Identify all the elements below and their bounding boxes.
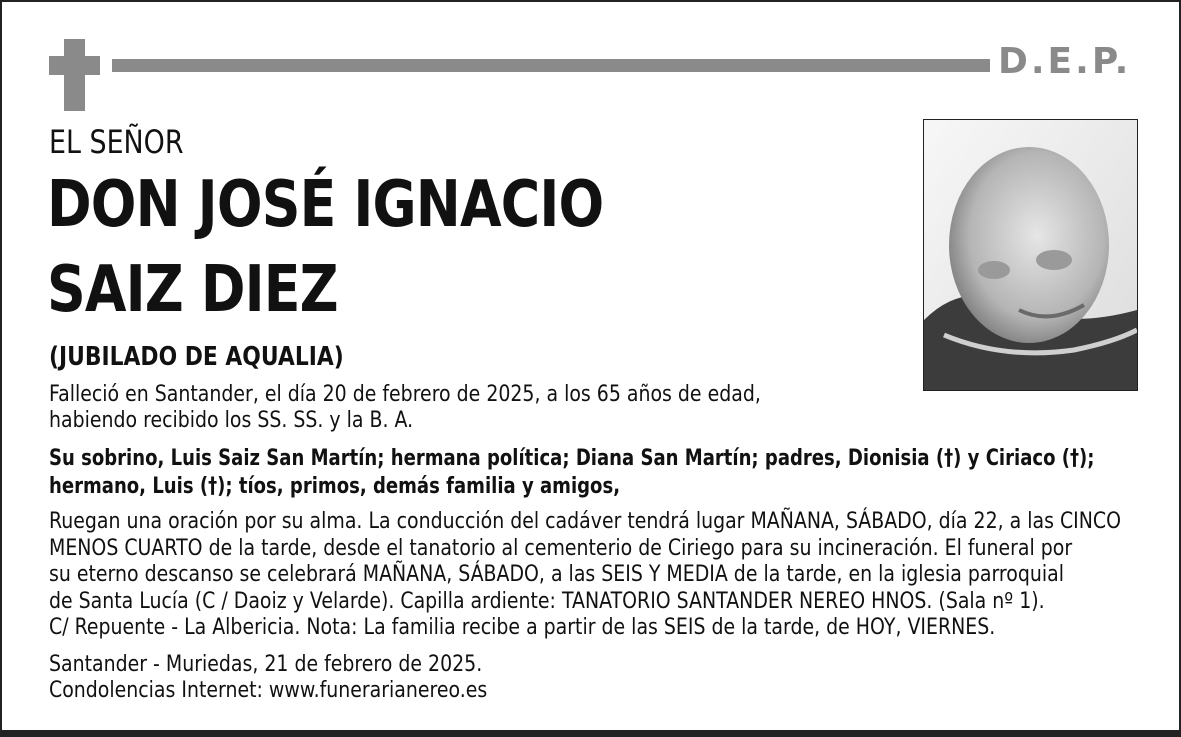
family-line: Su sobrino, Luis Saiz San Martín; hermana política; Diana San Martín; padres, Dionisia (†) y Ciriaco (†); [49,446,1095,471]
service-line: C/ Repuente - La Albericia. Nota: La familia recibe a partir de las SEIS de la tarde, de HOY, VIERNES. [49,615,996,640]
place-date: Santander - Muriedas, 21 de febrero de 2025. [49,652,483,677]
service-line: de Santa Lucía (C / Daoiz y Velarde). Capilla ardiente: TANATORIO SANTANDER NEREO HNOS. (Sala nº 1). [49,589,1045,614]
portrait-photo [923,119,1138,391]
service-line: su eterno descanso se celebrará MAÑANA, SÁBADO, a las SEIS Y MEDIA de la tarde, en la iglesia parroquial [49,562,1064,587]
death-notice-line: Falleció en Santander, el día 20 de febrero de 2025, a los 65 años de edad, [49,382,761,407]
honorific: EL SEÑOR [49,123,184,161]
service-line: MENOS CUARTO de la tarde, desde el tanatorio al cementerio de Ciriego para su incineración. El funeral por [49,536,1073,561]
dep-label: D.E.P. [998,41,1132,82]
family-line: hermano, Luis (†); tíos, primos, demás familia y amigos, [49,474,621,499]
condolences-line: Condolencias Internet: www.funerarianereo.es [49,678,488,703]
header-rule [112,59,990,72]
occupation: (JUBILADO DE AQUALIA) [49,342,344,372]
deceased-name-line1: DON JOSÉ IGNACIO [47,168,604,242]
service-line: Ruegan una oración por su alma. La conducción del cadáver tendrá lugar MAÑANA, SÁBADO, día 22, a las CINCO [49,509,1122,534]
death-notice-line: habiendo recibido los SS. SS. y la B. A. [49,408,414,433]
deceased-name-line2: SAIZ DIEZ [47,253,338,327]
